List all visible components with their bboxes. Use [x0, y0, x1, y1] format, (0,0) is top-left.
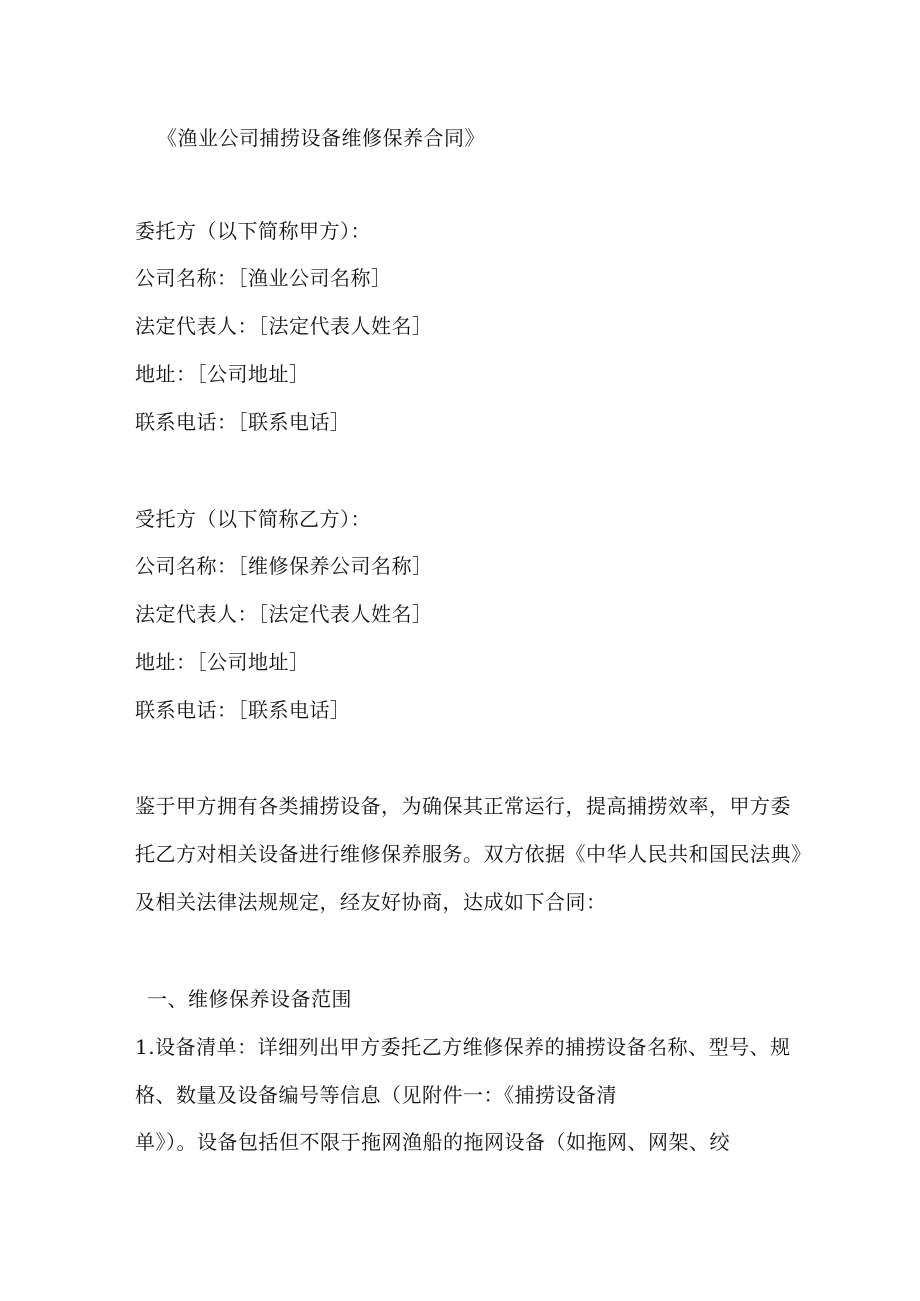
- party-b-phone: 联系电话：［联系电话］: [135, 698, 351, 722]
- party-b-header: 受托方（以下简称乙方）：: [135, 507, 371, 531]
- preamble-line: 托乙方对相关设备进行维修保养服务。双方依据《中华人民共和国民法典》: [135, 842, 812, 866]
- party-a-address: 地址：［公司地址］: [135, 362, 310, 386]
- party-b-representative: 法定代表人：［法定代表人姓名］: [135, 602, 433, 626]
- document-title: 《渔业公司捕捞设备维修保养合同》: [157, 126, 485, 150]
- section-1-line: 单》）。设备包括但不限于拖网渔船的拖网设备（如拖网、网架、绞: [135, 1130, 730, 1154]
- section-1-heading: 一、维修保养设备范围: [147, 987, 352, 1011]
- section-1-line: 1.设备清单：详细列出甲方委托乙方维修保养的捕捞设备名称、型号、规: [135, 1035, 791, 1059]
- preamble-line: 及相关法律法规规定，经友好协商，达成如下合同：: [135, 890, 607, 914]
- party-b-address: 地址：［公司地址］: [135, 650, 310, 674]
- section-1-line: 格、数量及设备编号等信息（见附件一：《捕捞设备清: [135, 1083, 617, 1107]
- party-b-company: 公司名称：［维修保养公司名称］: [135, 554, 433, 578]
- party-a-phone: 联系电话：［联系电话］: [135, 410, 351, 434]
- party-a-representative: 法定代表人：［法定代表人姓名］: [135, 314, 433, 338]
- preamble-line: 鉴于甲方拥有各类捕捞设备，为确保其正常运行，提高捕捞效率，甲方委: [135, 794, 791, 818]
- party-a-company: 公司名称：［渔业公司名称］: [135, 266, 392, 290]
- party-a-header: 委托方（以下简称甲方）：: [135, 219, 371, 243]
